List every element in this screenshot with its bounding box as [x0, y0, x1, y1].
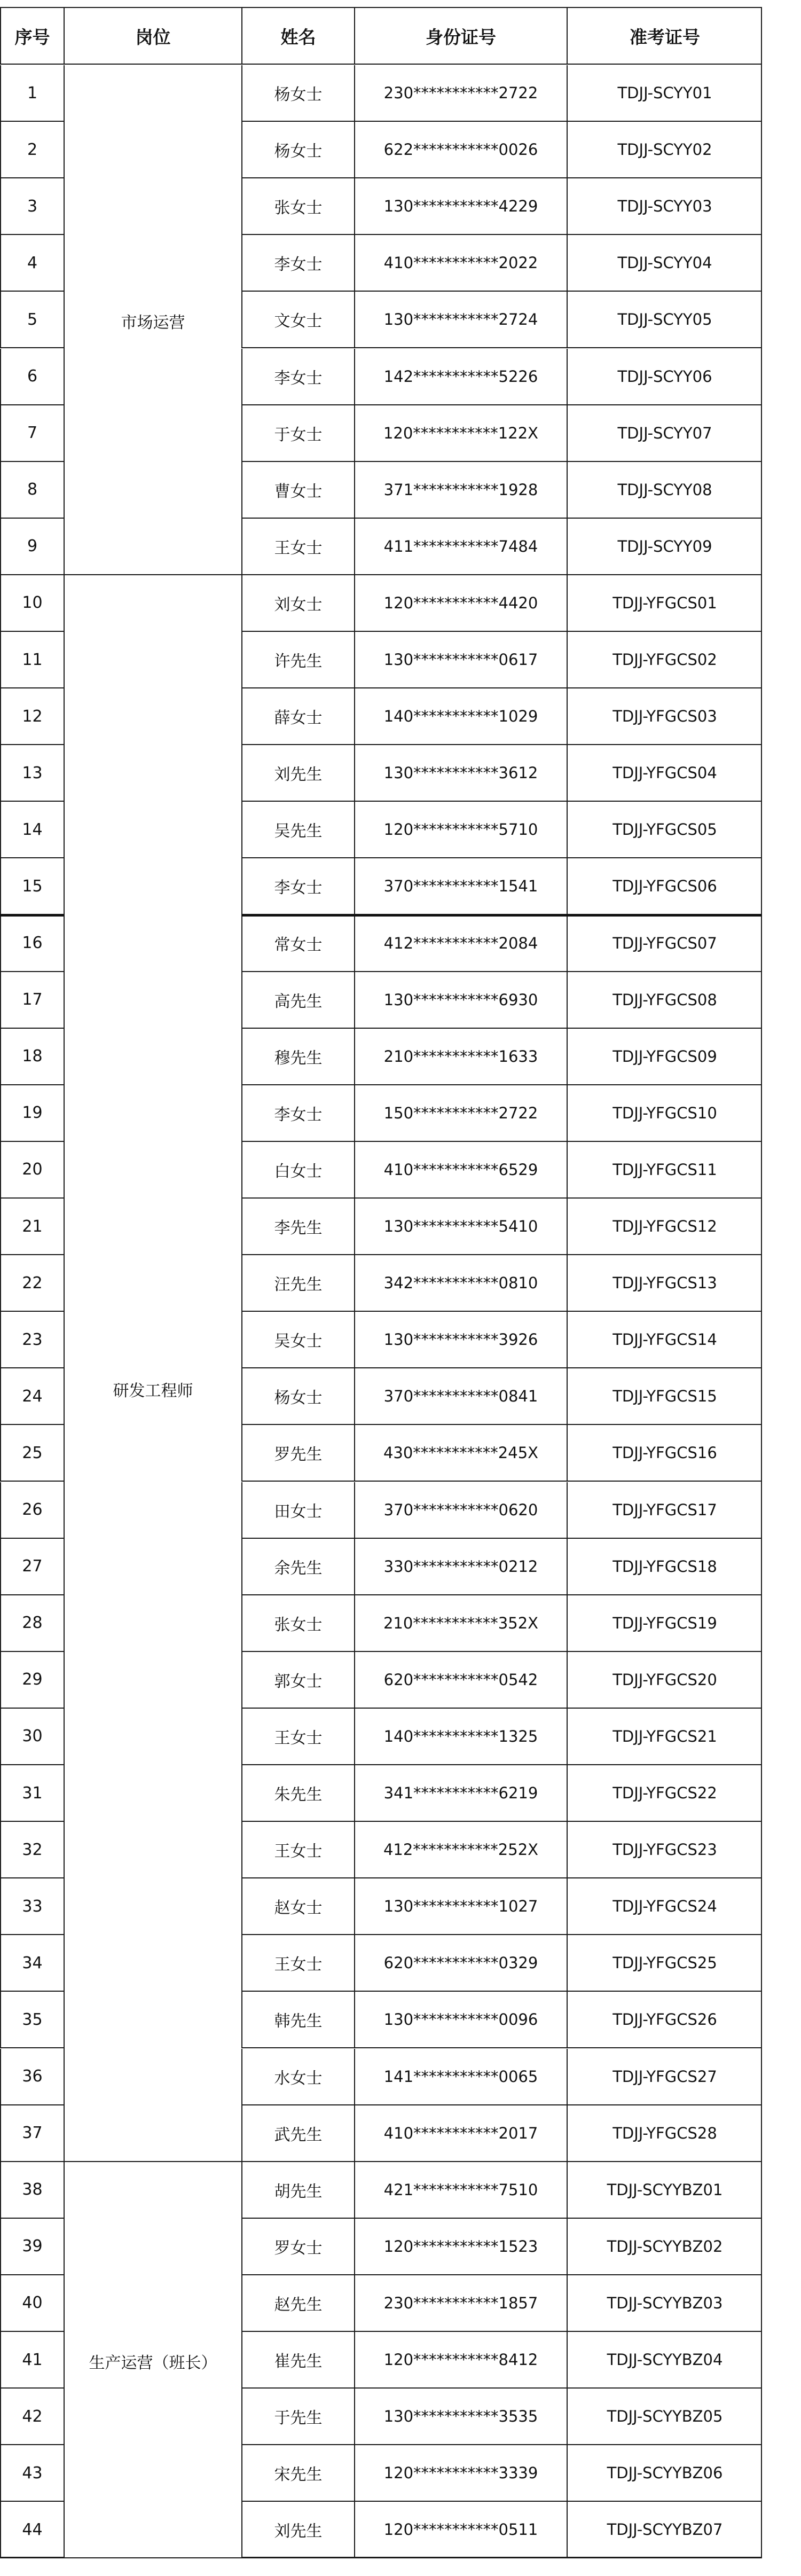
cell-id-number: 142***********5226	[354, 349, 567, 405]
cell-id-number: 120***********122X	[354, 405, 567, 462]
position-group-cell	[64, 2162, 241, 2559]
cell-id-number: 341***********6219	[354, 1765, 567, 1822]
cell-index: 16	[0, 915, 64, 972]
cell-index: 39	[0, 2219, 64, 2275]
cell-ticket-number: TDJJ-YFGCS28	[567, 2105, 762, 2162]
cell-index: 35	[0, 1992, 64, 2048]
cell-name: 赵女士	[241, 1878, 354, 1935]
page-break-divider	[241, 914, 762, 917]
cell-ticket-number: TDJJ-YFGCS19	[567, 1595, 762, 1652]
cell-id-number: 140***********1029	[354, 688, 567, 745]
cell-name: 王女士	[241, 519, 354, 575]
cell-index: 40	[0, 2275, 64, 2332]
cell-ticket-number: TDJJ-SCYYBZ05	[567, 2389, 762, 2445]
cell-index: 41	[0, 2332, 64, 2389]
cell-ticket-number: TDJJ-YFGCS27	[567, 2049, 762, 2105]
cell-name: 王女士	[241, 1709, 354, 1765]
cell-ticket-number: TDJJ-YFGCS25	[567, 1935, 762, 1992]
cell-id-number: 141***********0065	[354, 2049, 567, 2105]
cell-id-number: 421***********7510	[354, 2162, 567, 2219]
cell-ticket-number: TDJJ-YFGCS20	[567, 1652, 762, 1709]
cell-name: 薛女士	[241, 688, 354, 745]
cell-index: 8	[0, 462, 64, 519]
cell-ticket-number: TDJJ-YFGCS03	[567, 688, 762, 745]
cell-id-number: 140***********1325	[354, 1709, 567, 1765]
cell-id-number: 130***********3612	[354, 745, 567, 802]
cell-id-number: 120***********5710	[354, 802, 567, 858]
cell-name: 吴女士	[241, 1312, 354, 1368]
cell-id-number: 130***********2724	[354, 292, 567, 348]
cell-name: 张女士	[241, 1595, 354, 1652]
cell-index: 3	[0, 178, 64, 235]
cell-ticket-number: TDJJ-YFGCS11	[567, 1142, 762, 1199]
cell-name: 刘先生	[241, 745, 354, 802]
cell-ticket-number: TDJJ-YFGCS14	[567, 1312, 762, 1368]
cell-name: 吴先生	[241, 802, 354, 858]
cell-id-number: 120***********8412	[354, 2332, 567, 2389]
cell-index: 4	[0, 235, 64, 292]
cell-index: 13	[0, 745, 64, 802]
cell-index: 36	[0, 2049, 64, 2105]
cell-ticket-number: TDJJ-YFGCS01	[567, 575, 762, 632]
cell-ticket-number: TDJJ-SCYYBZ06	[567, 2445, 762, 2502]
cell-name: 水女士	[241, 2049, 354, 2105]
cell-ticket-number: TDJJ-SCYY07	[567, 405, 762, 462]
cell-id-number: 210***********352X	[354, 1595, 567, 1652]
cell-index: 20	[0, 1142, 64, 1199]
cell-index: 32	[0, 1822, 64, 1878]
cell-ticket-number: TDJJ-YFGCS10	[567, 1085, 762, 1142]
cell-name: 朱先生	[241, 1765, 354, 1822]
cell-ticket-number: TDJJ-SCYYBZ07	[567, 2502, 762, 2558]
position-group-cell	[64, 65, 241, 575]
cell-ticket-number: TDJJ-YFGCS26	[567, 1992, 762, 2048]
position-group-label: 生产运营（班长）	[89, 2354, 217, 2373]
cell-index: 34	[0, 1935, 64, 1992]
cell-id-number: 130***********4229	[354, 178, 567, 235]
cell-name: 杨女士	[241, 65, 354, 122]
cell-name: 许先生	[241, 632, 354, 688]
cell-id-number: 410***********2022	[354, 235, 567, 292]
cell-ticket-number: TDJJ-YFGCS17	[567, 1482, 762, 1539]
cell-name: 白女士	[241, 1142, 354, 1199]
cell-id-number: 371***********1928	[354, 462, 567, 519]
cell-id-number: 120***********0511	[354, 2502, 567, 2558]
cell-index: 10	[0, 575, 64, 632]
cell-index: 21	[0, 1199, 64, 1255]
cell-id-number: 620***********0329	[354, 1935, 567, 1992]
cell-id-number: 230***********1857	[354, 2275, 567, 2332]
header-ticket-number: 准考证号	[567, 8, 762, 65]
cell-index: 27	[0, 1539, 64, 1595]
cell-id-number: 130***********0096	[354, 1992, 567, 2048]
cell-ticket-number: TDJJ-YFGCS13	[567, 1255, 762, 1312]
position-group-label: 研发工程师	[113, 1382, 193, 1401]
cell-ticket-number: TDJJ-YFGCS07	[567, 915, 762, 972]
cell-id-number: 370***********1541	[354, 858, 567, 915]
cell-ticket-number: TDJJ-YFGCS23	[567, 1822, 762, 1878]
cell-id-number: 120***********4420	[354, 575, 567, 632]
cell-name: 李女士	[241, 349, 354, 405]
cell-ticket-number: TDJJ-YFGCS06	[567, 858, 762, 915]
cell-index: 1	[0, 65, 64, 122]
cell-name: 武先生	[241, 2105, 354, 2162]
cell-ticket-number: TDJJ-SCYY04	[567, 235, 762, 292]
cell-ticket-number: TDJJ-SCYY06	[567, 349, 762, 405]
cell-name: 郭女士	[241, 1652, 354, 1709]
cell-name: 田女士	[241, 1482, 354, 1539]
cell-name: 王女士	[241, 1822, 354, 1878]
cell-ticket-number: TDJJ-SCYY08	[567, 462, 762, 519]
cell-index: 5	[0, 292, 64, 348]
cell-ticket-number: TDJJ-YFGCS22	[567, 1765, 762, 1822]
cell-name: 汪先生	[241, 1255, 354, 1312]
cell-name: 李女士	[241, 1085, 354, 1142]
page-break-divider	[0, 914, 64, 917]
cell-id-number: 622***********0026	[354, 122, 567, 178]
cell-name: 胡先生	[241, 2162, 354, 2219]
cell-id-number: 620***********0542	[354, 1652, 567, 1709]
cell-id-number: 342***********0810	[354, 1255, 567, 1312]
cell-ticket-number: TDJJ-YFGCS21	[567, 1709, 762, 1765]
cell-id-number: 130***********3535	[354, 2389, 567, 2445]
cell-index: 33	[0, 1878, 64, 1935]
cell-index: 31	[0, 1765, 64, 1822]
cell-id-number: 370***********0841	[354, 1368, 567, 1425]
cell-name: 文女士	[241, 292, 354, 348]
cell-name: 李女士	[241, 235, 354, 292]
cell-ticket-number: TDJJ-YFGCS05	[567, 802, 762, 858]
cell-id-number: 130***********0617	[354, 632, 567, 688]
position-group-label: 市场运营	[121, 314, 185, 333]
cell-id-number: 412***********2084	[354, 915, 567, 972]
cell-ticket-number: TDJJ-YFGCS04	[567, 745, 762, 802]
cell-name: 李先生	[241, 1199, 354, 1255]
cell-ticket-number: TDJJ-SCYYBZ03	[567, 2275, 762, 2332]
cell-index: 26	[0, 1482, 64, 1539]
cell-id-number: 411***********7484	[354, 519, 567, 575]
cell-ticket-number: TDJJ-SCYYBZ04	[567, 2332, 762, 2389]
cell-index: 28	[0, 1595, 64, 1652]
cell-index: 9	[0, 519, 64, 575]
cell-id-number: 230***********2722	[354, 65, 567, 122]
cell-name: 穆先生	[241, 1029, 354, 1085]
cell-index: 30	[0, 1709, 64, 1765]
cell-name: 宋先生	[241, 2445, 354, 2502]
cell-name: 王女士	[241, 1935, 354, 1992]
cell-index: 24	[0, 1368, 64, 1425]
cell-index: 44	[0, 2502, 64, 2558]
cell-name: 赵先生	[241, 2275, 354, 2332]
cell-ticket-number: TDJJ-YFGCS18	[567, 1539, 762, 1595]
cell-id-number: 130***********5410	[354, 1199, 567, 1255]
cell-name: 崔先生	[241, 2332, 354, 2389]
position-group-cell	[64, 575, 241, 2162]
header-position: 岗位	[64, 8, 241, 65]
cell-index: 42	[0, 2389, 64, 2445]
header-id-number: 身份证号	[354, 8, 567, 65]
cell-index: 29	[0, 1652, 64, 1709]
cell-id-number: 430***********245X	[354, 1425, 567, 1482]
cell-index: 18	[0, 1029, 64, 1085]
cell-id-number: 370***********0620	[354, 1482, 567, 1539]
cell-name: 杨女士	[241, 122, 354, 178]
cell-name: 刘先生	[241, 2502, 354, 2558]
cell-id-number: 150***********2722	[354, 1085, 567, 1142]
cell-index: 19	[0, 1085, 64, 1142]
cell-ticket-number: TDJJ-SCYYBZ02	[567, 2219, 762, 2275]
cell-index: 12	[0, 688, 64, 745]
header-index: 序号	[0, 8, 64, 65]
cell-ticket-number: TDJJ-YFGCS08	[567, 972, 762, 1029]
cell-name: 高先生	[241, 972, 354, 1029]
cell-name: 于先生	[241, 2389, 354, 2445]
cell-name: 李女士	[241, 858, 354, 915]
cell-id-number: 410***********6529	[354, 1142, 567, 1199]
cell-index: 2	[0, 122, 64, 178]
cell-name: 韩先生	[241, 1992, 354, 2048]
cell-index: 43	[0, 2445, 64, 2502]
cell-id-number: 120***********1523	[354, 2219, 567, 2275]
candidate-table	[0, 7, 762, 2558]
cell-ticket-number: TDJJ-YFGCS02	[567, 632, 762, 688]
cell-name: 于女士	[241, 405, 354, 462]
cell-index: 25	[0, 1425, 64, 1482]
cell-index: 23	[0, 1312, 64, 1368]
cell-name: 刘女士	[241, 575, 354, 632]
cell-ticket-number: TDJJ-YFGCS09	[567, 1029, 762, 1085]
cell-ticket-number: TDJJ-SCYY03	[567, 178, 762, 235]
cell-index: 11	[0, 632, 64, 688]
header-name: 姓名	[241, 8, 354, 65]
cell-name: 张女士	[241, 178, 354, 235]
cell-name: 杨女士	[241, 1368, 354, 1425]
cell-index: 15	[0, 858, 64, 915]
cell-id-number: 210***********1633	[354, 1029, 567, 1085]
cell-ticket-number: TDJJ-YFGCS15	[567, 1368, 762, 1425]
cell-ticket-number: TDJJ-SCYY02	[567, 122, 762, 178]
cell-name: 余先生	[241, 1539, 354, 1595]
cell-id-number: 130***********1027	[354, 1878, 567, 1935]
cell-ticket-number: TDJJ-YFGCS12	[567, 1199, 762, 1255]
cell-index: 7	[0, 405, 64, 462]
cell-id-number: 130***********3926	[354, 1312, 567, 1368]
cell-index: 6	[0, 349, 64, 405]
cell-index: 14	[0, 802, 64, 858]
cell-id-number: 412***********252X	[354, 1822, 567, 1878]
cell-ticket-number: TDJJ-YFGCS16	[567, 1425, 762, 1482]
cell-name: 曹女士	[241, 462, 354, 519]
cell-index: 37	[0, 2105, 64, 2162]
cell-ticket-number: TDJJ-SCYYBZ01	[567, 2162, 762, 2219]
cell-id-number: 130***********6930	[354, 972, 567, 1029]
cell-name: 罗先生	[241, 1425, 354, 1482]
cell-ticket-number: TDJJ-YFGCS24	[567, 1878, 762, 1935]
cell-index: 17	[0, 972, 64, 1029]
cell-index: 22	[0, 1255, 64, 1312]
cell-ticket-number: TDJJ-SCYY05	[567, 292, 762, 348]
cell-id-number: 120***********3339	[354, 2445, 567, 2502]
table-header-row	[0, 8, 762, 65]
cell-ticket-number: TDJJ-SCYY09	[567, 519, 762, 575]
cell-ticket-number: TDJJ-SCYY01	[567, 65, 762, 122]
cell-index: 38	[0, 2162, 64, 2219]
cell-id-number: 410***********2017	[354, 2105, 567, 2162]
cell-id-number: 330***********0212	[354, 1539, 567, 1595]
cell-name: 常女士	[241, 915, 354, 972]
cell-name: 罗女士	[241, 2219, 354, 2275]
